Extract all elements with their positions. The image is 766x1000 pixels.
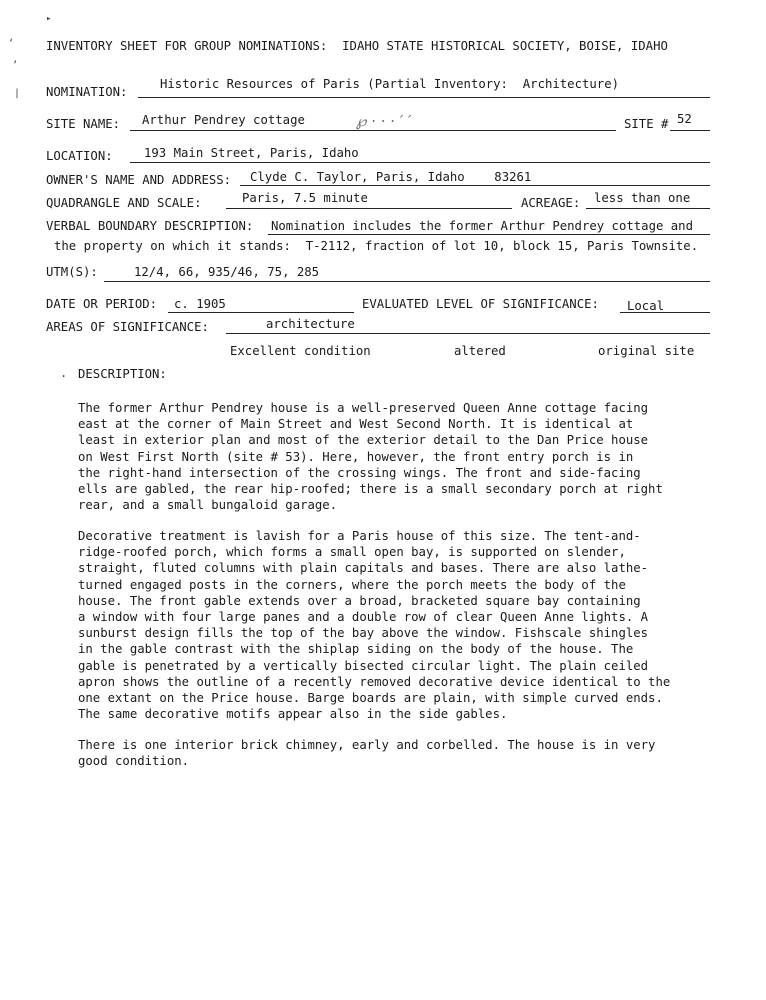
acreage-underline: [586, 208, 710, 209]
eval-label: EVALUATED LEVEL OF SIGNIFICANCE:: [362, 297, 599, 311]
quadrangle-underline: [226, 208, 512, 209]
acreage-label: ACREAGE:: [521, 196, 581, 210]
eval-underline: [620, 312, 710, 313]
boundary-value-line1: Nomination includes the former Arthur Pendrey cottage and: [271, 219, 693, 233]
eval-value: Local: [627, 299, 665, 313]
sheet-title: INVENTORY SHEET FOR GROUP NOMINATIONS: IDAHO STATE HISTORICAL SOCIETY, BOISE, IDAHO: [46, 39, 668, 53]
owner-underline: [240, 185, 710, 186]
description-label: DESCRIPTION:: [78, 367, 167, 381]
handwritten-scribble: ℘ · · · ′ ′: [356, 112, 412, 130]
site-name-value: Arthur Pendrey cottage: [142, 113, 305, 127]
site-number-label: SITE #: [624, 117, 669, 131]
nomination-underline: [138, 97, 710, 98]
acreage-value: less than one: [594, 191, 691, 205]
areas-underline: [226, 333, 710, 334]
quadrangle-label: QUADRANGLE AND SCALE:: [46, 196, 202, 210]
site-number-underline: [670, 130, 710, 131]
location-value: 193 Main Street, Paris, Idaho: [144, 146, 359, 160]
utm-value: 12/4, 66, 935/46, 75, 285: [134, 265, 320, 279]
margin-mark-2: ‘: [8, 38, 15, 49]
utm-label: UTM(S):: [46, 265, 98, 279]
date-label: DATE OR PERIOD:: [46, 297, 158, 311]
nomination-value: Historic Resources of Paris (Partial Inventory: Architecture): [160, 77, 620, 91]
margin-mark-4: |: [14, 88, 21, 99]
altered-text: altered: [454, 344, 506, 358]
boundary-underline: [268, 234, 710, 235]
utm-underline: [104, 281, 710, 282]
site-status-text: original site: [598, 344, 695, 358]
margin-mark-3: ’: [12, 60, 19, 71]
condition-text: Excellent condition: [230, 344, 371, 358]
margin-dot: .: [60, 366, 68, 380]
description-paragraph-2: Decorative treatment is lavish for a Paris house of this size. The tent-and- ridge-roofed porch, which forms a small open bay, is supported on slender, straight, fluted columns with plain capitals and bases. There are also lathe- turned engaged posts in the corners, where the porch meets the body of the house. The front gable extends over a broad, bracketed square bay containing a window with four large panes and a double row of clear Queen Anne lights. A sunburst design fills the top of the bay above the window. Fishscale shingles in the gable contrast with the shiplap siding on the body of the house. The gable is penetrated by a vertically bisected circular light. The plain ceiled apron shows the outline of a recently removed decorative device identical to the one extant on the Price house. Barge boards are plain, with simple curved ends. The same decorative motifs appear also in the side gables.: [78, 529, 671, 722]
description-paragraph-3: There is one interior brick chimney, early and corbelled. The house is in very good condition.: [78, 738, 656, 769]
nomination-label: NOMINATION:: [46, 85, 128, 99]
location-label: LOCATION:: [46, 149, 113, 163]
owner-label: OWNER'S NAME AND ADDRESS:: [46, 173, 232, 187]
location-underline: [130, 162, 710, 163]
date-value: c. 1905: [174, 297, 226, 311]
site-name-label: SITE NAME:: [46, 117, 121, 131]
description-paragraph-1: The former Arthur Pendrey house is a well-preserved Queen Anne cottage facing east at the corner of Main Street and West Second North. It is identical at least in exterior plan and most of the exterior detail to the Dan Price house on West First North (site # 53). Here, however, the front entry porch is in the right-hand intersection of the crossing wings. The front and side-facing ells are gabled, the rear hip-roofed; there is a small secondary porch at right rear, and a small bungaloid garage.: [78, 401, 663, 513]
margin-mark-1: ▸: [46, 14, 52, 24]
boundary-value-line2: the property on which it stands: T-2112, fraction of lot 10, block 15, Paris Townsite.: [54, 239, 699, 253]
site-name-underline: [130, 130, 616, 131]
boundary-label: VERBAL BOUNDARY DESCRIPTION:: [46, 219, 254, 233]
site-number-value: 52: [677, 112, 692, 126]
quadrangle-value: Paris, 7.5 minute: [242, 191, 368, 205]
areas-value: architecture: [266, 317, 355, 331]
areas-label: AREAS OF SIGNIFICANCE:: [46, 320, 209, 334]
owner-value: Clyde C. Taylor, Paris, Idaho 83261: [250, 170, 532, 184]
date-underline: [168, 312, 354, 313]
